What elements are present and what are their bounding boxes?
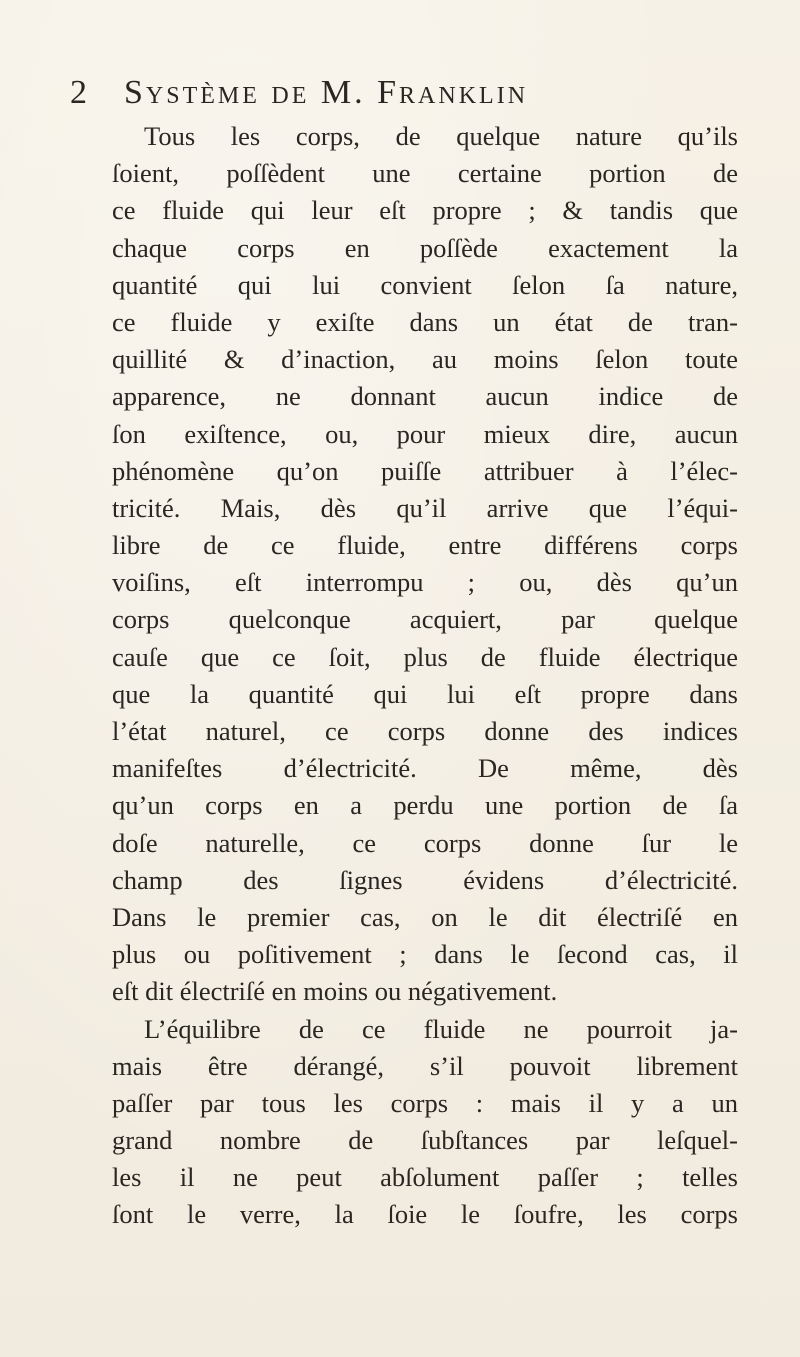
text-line: plus ou poſitivement ; dans le ſecond cas, il xyxy=(112,939,738,970)
running-title: Système de M. Franklin xyxy=(124,74,529,111)
text-line: quillité & d’inaction, au moins ſelon toute xyxy=(112,344,738,375)
text-line: libre de ce fluide, entre différens corps xyxy=(112,530,738,561)
text-line: grand nombre de ſubſtances par leſquel- xyxy=(112,1125,738,1156)
text-line: ſont le verre, la ſoie le ſoufre, les corps xyxy=(112,1199,738,1230)
text-line: quantité qui lui convient ſelon ſa nature, xyxy=(112,269,738,300)
text-line: ce fluide y exiſte dans un état de tran- xyxy=(112,306,738,337)
text-line: Dans le premier cas, on le dit électriſé en xyxy=(112,901,738,932)
text-line: paſſer par tous les corps : mais il y a un xyxy=(112,1087,738,1118)
text-line: manifeſtes d’électricité. De même, dès xyxy=(112,753,738,784)
text-line: que la quantité qui lui eſt propre dans xyxy=(112,678,738,709)
text-line: phénomène qu’on puiſſe attribuer à l’élec- xyxy=(112,455,738,486)
text-line: doſe naturelle, ce corps donne ſur le xyxy=(112,827,738,858)
text-line: les il ne peut abſolument paſſer ; telles xyxy=(112,1162,738,1193)
text-line: mais être dérangé, s’il pouvoit librement xyxy=(112,1050,738,1081)
text-line: L’équilibre de ce fluide ne pourroit ja- xyxy=(144,1013,738,1044)
text-line: tricité. Mais, dès qu’il arrive que l’équi- xyxy=(112,492,738,523)
text-line: voiſins, eſt interrompu ; ou, dès qu’un xyxy=(112,567,738,598)
text-line: champ des ſignes évidens d’électricité. xyxy=(112,864,738,895)
text-line: Tous les corps, de quelque nature qu’ils xyxy=(144,121,738,151)
text-line: cauſe que ce ſoit, plus de fluide électrique xyxy=(112,641,738,672)
page-number: 2 xyxy=(70,74,90,111)
text-line: ſoient, poſſèdent une certaine portion de xyxy=(112,158,738,189)
text-line: ce fluide qui leur eſt propre ; & tandis que xyxy=(112,195,738,226)
text-line: apparence, ne donnant aucun indice de xyxy=(112,381,738,412)
text-line: corps quelconque acquiert, par quelque xyxy=(112,604,738,635)
text-line: chaque corps en poſſède exactement la xyxy=(112,232,738,263)
text-line: eſt dit électriſé en moins ou négativement. xyxy=(112,976,558,1007)
text-line: qu’un corps en a perdu une portion de ſa xyxy=(112,790,738,821)
running-head xyxy=(70,74,730,118)
body-text xyxy=(112,118,738,1234)
text-line: ſon exiſtence, ou, pour mieux dire, aucun xyxy=(112,418,738,449)
text-line: l’état naturel, ce corps donne des indices xyxy=(112,716,738,746)
